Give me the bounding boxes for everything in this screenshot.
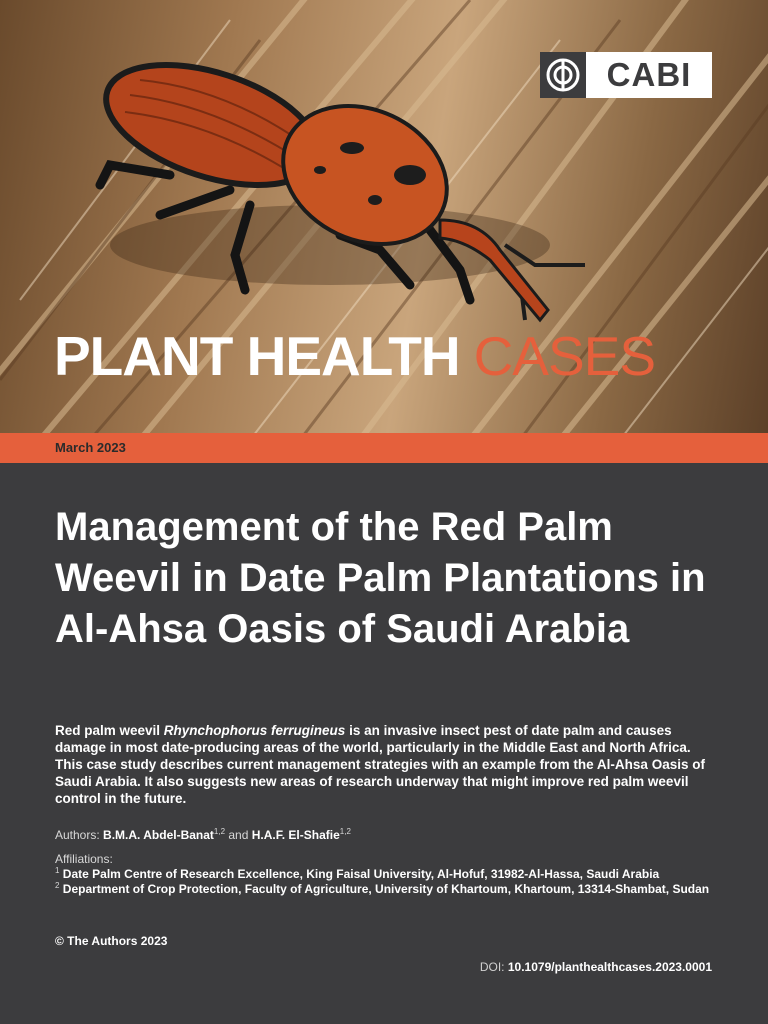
affiliation-item — [55, 882, 720, 897]
article-title: Management of the Red Palm Weevil in Date Palm Plantations in Al-Ahsa Oasis of Saudi Arabia — [55, 505, 706, 651]
copyright-notice: © The Authors 2023 — [55, 934, 168, 948]
abstract-body: is an invasive insect pest of date palm and causes damage in most date-producing areas of the world, particularly in the Middle East and North Africa. This case study describes current management strategies with an example from the Al-Ahsa Oasis of Saudi Arabia. It also suggests new areas of research underway that might improve red palm weevil control in the future. — [55, 723, 705, 806]
affiliation-item — [55, 867, 720, 882]
doi-label: DOI: — [479, 960, 508, 974]
date-band — [0, 433, 768, 463]
abstract-species-name: Rhynchophorus ferrugineus — [163, 723, 346, 738]
affiliation-number: 1 — [55, 866, 60, 875]
doi-link[interactable]: 10.1079/planthealthcases.2023.0001 — [507, 960, 712, 974]
issue-date: March 2023 — [55, 440, 126, 455]
series-title-highlight: CASES — [473, 325, 656, 387]
cabi-logo — [540, 52, 712, 98]
authors-joiner: and — [225, 828, 252, 842]
author-affiliation-ref: 1,2 — [339, 827, 351, 836]
affiliations — [55, 852, 720, 897]
affiliation-text: Department of Crop Protection, Faculty of Agriculture, University of Khartoum, Khartoum, 13314-Shambat, Sudan — [62, 882, 710, 896]
cabi-wordmark: CABI — [606, 56, 692, 93]
series-title-prefix: PLANT HEALTH — [54, 325, 460, 387]
affiliation-number: 2 — [55, 881, 60, 890]
author-name: B.M.A. Abdel-Banat — [103, 828, 214, 842]
affiliations-label: Affiliations: — [55, 852, 113, 866]
author-affiliation-ref: 1,2 — [213, 827, 226, 836]
author-line — [55, 828, 351, 842]
affiliation-text: Date Palm Centre of Research Excellence, King Faisal University, Al-Hofuf, 31982-Al-Hassa, Saudi Arabia — [62, 867, 660, 881]
cabi-emblem-icon — [540, 52, 586, 98]
authors-label: Authors: — [55, 828, 104, 842]
abstract-intro: Red palm weevil — [55, 723, 164, 738]
series-title — [54, 326, 655, 386]
article-abstract — [55, 722, 715, 807]
author-name: H.A.F. El-Shafie — [251, 828, 340, 842]
cover-photo-red-palm-weevil — [0, 0, 768, 433]
doi-line — [480, 960, 712, 974]
